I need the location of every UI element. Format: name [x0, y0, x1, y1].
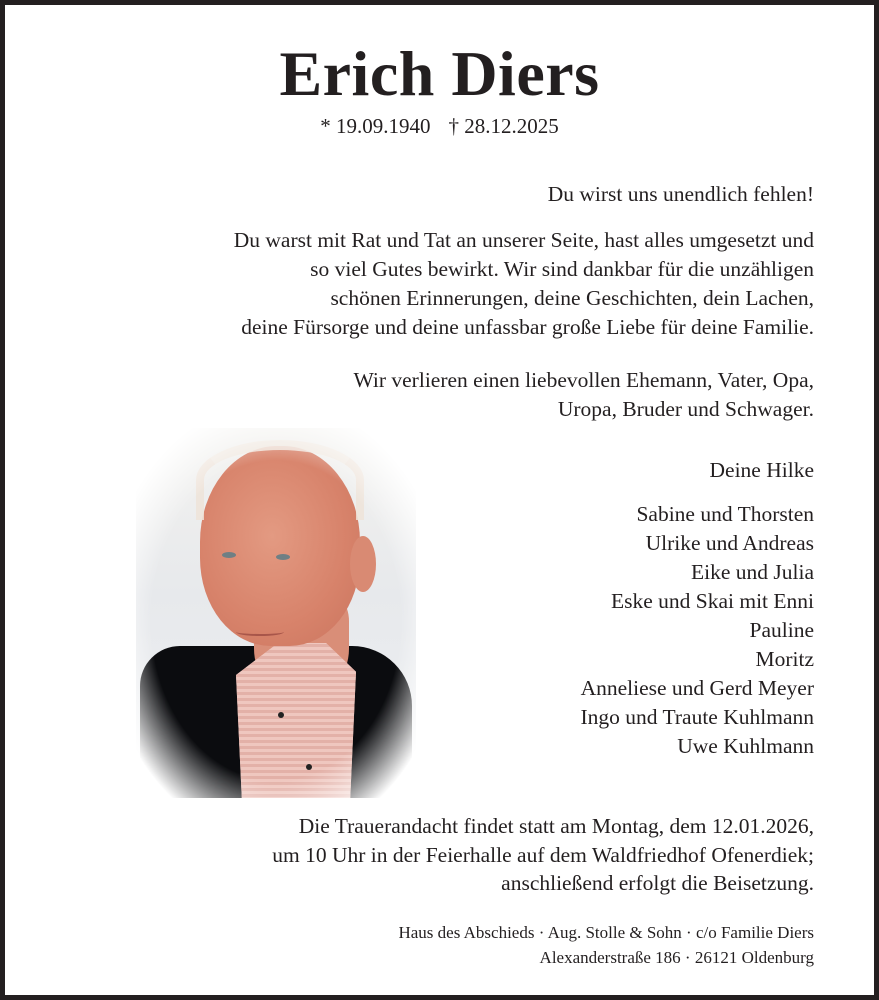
footer-line: Haus des Abschieds · Aug. Stolle & Sohn · c/o Familie Diers: [398, 923, 814, 942]
family-member: Moritz: [755, 647, 814, 671]
tribute-line: so viel Gutes bewirkt. Wir sind dankbar für die unzähligen: [310, 257, 814, 281]
tribute-line: Du warst mit Rat und Tat an unserer Seite, hast alles umgesetzt und: [233, 228, 814, 252]
photo-shirt-button: [278, 712, 284, 718]
loss-paragraph: [353, 366, 814, 424]
loss-line: Uropa, Bruder und Schwager.: [557, 397, 814, 421]
birth-date: * 19.09.1940: [320, 114, 431, 138]
photo-shirt-button: [306, 764, 312, 770]
family-member: Eske und Skai mit Enni: [610, 589, 814, 613]
family-member: Ulrike und Andreas: [645, 531, 814, 555]
wife-signature: [710, 456, 814, 485]
family-member: Sabine und Thorsten: [636, 502, 814, 526]
family-list: [580, 500, 814, 761]
footer-line: Alexanderstraße 186 · 26121 Oldenburg: [539, 948, 814, 967]
service-line: anschließend erfolgt die Beisetzung.: [501, 871, 814, 895]
photo-mouth: [236, 628, 284, 636]
family-member: Ingo und Traute Kuhlmann: [580, 705, 814, 729]
photo-eye-right: [276, 554, 290, 560]
motto: [548, 180, 814, 209]
photo-hair: [196, 440, 364, 520]
service-line: um 10 Uhr in der Feierhalle auf dem Waldfriedhof Ofenerdiek;: [272, 842, 814, 867]
death-date: † 28.12.2025: [448, 114, 559, 138]
contact-footer: [398, 920, 814, 970]
service-info: [272, 812, 814, 898]
family-member: Uwe Kuhlmann: [677, 734, 814, 758]
motto-text: Du wirst uns unendlich fehlen!: [547, 182, 814, 206]
life-dates: [0, 112, 879, 140]
loss-line: Wir verlieren einen liebevollen Ehemann, Vater, Opa,: [353, 368, 814, 392]
wife-name: Deine Hilke: [709, 458, 814, 482]
family-member: Eike und Julia: [690, 560, 814, 584]
deceased-name: Erich Diers: [279, 38, 600, 109]
photo-ear: [350, 536, 376, 592]
tribute-paragraph: [234, 226, 814, 342]
family-member: Anneliese und Gerd Meyer: [580, 676, 814, 700]
portrait-photo: [136, 428, 416, 798]
tribute-line: deine Fürsorge und deine unfassbar große Liebe für deine Familie.: [241, 315, 814, 339]
tribute-line: schönen Erinnerungen, deine Geschichten, dein Lachen,: [330, 286, 814, 310]
service-line: Die Trauerandacht findet statt am Montag, dem 12.01.2026,: [298, 814, 814, 838]
family-member: Pauline: [749, 618, 814, 642]
photo-shirt: [236, 643, 356, 798]
photo-eye-left: [222, 552, 236, 558]
